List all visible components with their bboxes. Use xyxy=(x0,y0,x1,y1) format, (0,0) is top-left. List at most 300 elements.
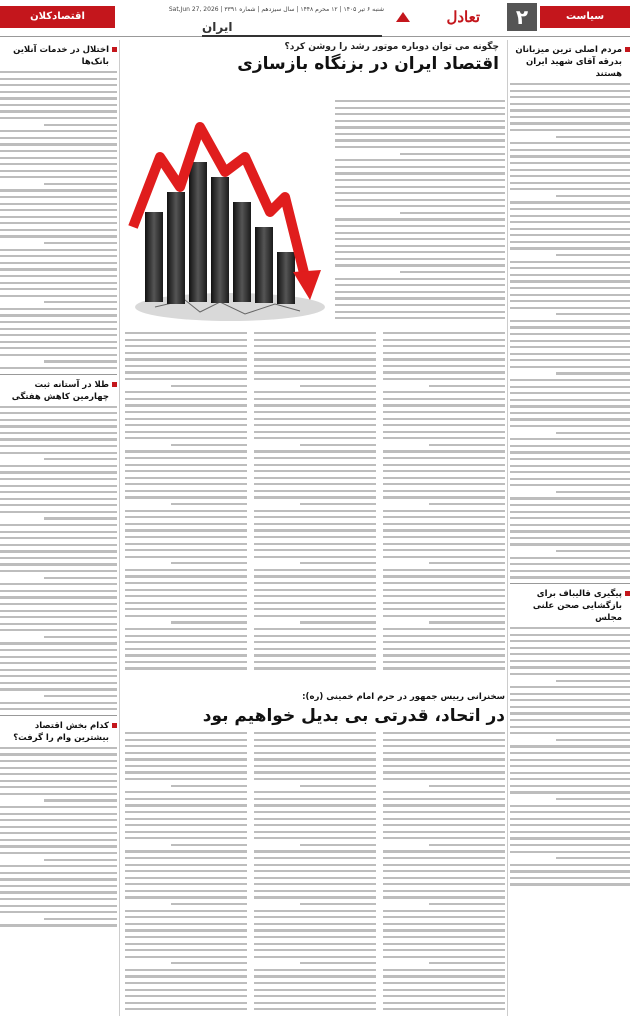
text-line xyxy=(0,412,117,414)
text-line xyxy=(383,877,505,879)
text-line xyxy=(510,851,630,853)
text-line xyxy=(254,969,376,971)
text-line xyxy=(510,300,630,302)
text-line xyxy=(510,772,630,774)
text-line xyxy=(125,523,247,525)
text-line xyxy=(383,549,505,551)
triangle-icon xyxy=(396,12,410,22)
text-line xyxy=(510,570,630,572)
text-line xyxy=(510,745,630,747)
text-line xyxy=(125,896,247,898)
text-line xyxy=(383,969,505,971)
text-line xyxy=(556,372,630,374)
text-line xyxy=(0,669,117,671)
text-line xyxy=(254,864,376,866)
text-line xyxy=(125,870,247,872)
text-line xyxy=(510,425,630,427)
text-line xyxy=(335,179,505,181)
text-line xyxy=(510,870,630,872)
text-line xyxy=(0,629,117,631)
page-header xyxy=(0,0,630,37)
text-line xyxy=(0,878,117,880)
text-line xyxy=(0,445,117,447)
main-story-columns xyxy=(125,332,505,674)
text-line xyxy=(254,791,376,793)
text-line xyxy=(125,510,247,512)
text-line xyxy=(254,529,376,531)
left-story3-title: کدام بخش اقتصاد بیشترین وام را گرفت؟ xyxy=(0,720,117,744)
main-kicker: چگونه می توان دوباره موتور رشد را روشن کرد؟ xyxy=(284,42,499,52)
text-line xyxy=(254,1002,376,1004)
text-line xyxy=(510,844,630,846)
text-line xyxy=(0,229,117,231)
text-line xyxy=(429,503,505,505)
text-line xyxy=(335,238,505,240)
text-line xyxy=(0,262,117,264)
newspaper-logo: تعادل xyxy=(446,8,480,26)
text-line xyxy=(510,333,630,335)
text-line xyxy=(510,169,630,171)
text-line xyxy=(0,773,117,775)
text-line xyxy=(125,595,247,597)
issue-line: شنبه ۶ تیر ۱۴۰۵ | ۱۲ محرم ۱۴۴۸ | سال سیزدهم | شماره ۳۳۹۱ | Sat,Jun 27, 2026 xyxy=(168,6,384,13)
text-line xyxy=(125,949,247,951)
text-line xyxy=(510,438,630,440)
text-line xyxy=(510,511,630,513)
text-line xyxy=(429,785,505,787)
text-line xyxy=(125,549,247,551)
text-line xyxy=(254,929,376,931)
text-line xyxy=(335,146,505,148)
text-line xyxy=(510,497,630,499)
text-line xyxy=(510,660,630,662)
text-line xyxy=(383,811,505,813)
text-line xyxy=(171,962,247,964)
text-line xyxy=(510,359,630,361)
text-line xyxy=(383,956,505,958)
text-line xyxy=(510,142,630,144)
text-line xyxy=(383,864,505,866)
text-line xyxy=(44,859,117,861)
text-line xyxy=(44,360,117,362)
text-line xyxy=(0,71,117,73)
text-line xyxy=(510,201,630,203)
text-line xyxy=(125,890,247,892)
text-line xyxy=(510,294,630,296)
text-line xyxy=(510,234,630,236)
text-line xyxy=(383,628,505,630)
text-line xyxy=(254,549,376,551)
text-line xyxy=(510,811,630,813)
text-line xyxy=(335,264,505,266)
text-line xyxy=(383,543,505,545)
text-line xyxy=(510,543,630,545)
text-line xyxy=(254,975,376,977)
text-line xyxy=(0,531,117,533)
text-line xyxy=(125,648,247,650)
text-line xyxy=(335,258,505,260)
page-number: ۲ xyxy=(507,3,537,31)
text-line xyxy=(510,712,630,714)
text-line xyxy=(254,543,376,545)
text-line xyxy=(171,844,247,846)
right-story2-title: پیگیری قالیباف برای بازگشایی صحن علنی مجلس xyxy=(510,588,630,624)
text-line xyxy=(383,615,505,617)
text-line xyxy=(510,366,630,368)
text-line xyxy=(383,464,505,466)
text-line xyxy=(556,550,630,552)
text-line xyxy=(254,758,376,760)
text-line xyxy=(44,799,117,801)
text-line xyxy=(171,621,247,623)
text-line xyxy=(510,647,630,649)
text-line xyxy=(510,824,630,826)
text-line xyxy=(125,464,247,466)
text-line xyxy=(383,391,505,393)
text-line xyxy=(383,365,505,367)
text-line xyxy=(0,176,117,178)
text-line xyxy=(0,911,117,913)
text-line xyxy=(254,916,376,918)
text-line xyxy=(510,353,630,355)
text-line xyxy=(254,943,376,945)
text-line xyxy=(125,661,247,663)
text-line xyxy=(254,752,376,754)
secondary-kicker: سخنرانی رییس جمهور در حرم امام خمینی (ره): xyxy=(302,692,505,702)
text-line xyxy=(254,365,376,367)
text-line xyxy=(510,261,630,263)
text-line xyxy=(0,557,117,559)
text-line xyxy=(383,608,505,610)
text-line xyxy=(0,97,117,99)
text-line xyxy=(383,345,505,347)
text-line xyxy=(254,850,376,852)
text-line xyxy=(383,916,505,918)
text-line xyxy=(0,596,117,598)
text-line xyxy=(44,517,117,519)
text-line xyxy=(0,314,117,316)
text-line xyxy=(254,345,376,347)
text-line xyxy=(510,465,630,467)
text-line xyxy=(125,995,247,997)
text-line xyxy=(125,654,247,656)
text-line xyxy=(44,577,117,579)
crash-chart-illustration xyxy=(125,102,330,327)
text-line xyxy=(383,758,505,760)
text-line xyxy=(383,510,505,512)
text-line xyxy=(510,162,630,164)
text-line xyxy=(0,753,117,755)
text-line xyxy=(383,798,505,800)
text-line xyxy=(44,918,117,920)
text-line xyxy=(125,877,247,879)
text-line xyxy=(0,438,117,440)
text-line xyxy=(510,699,630,701)
text-line xyxy=(510,640,630,642)
text-line xyxy=(510,208,630,210)
text-line xyxy=(0,216,117,218)
text-line xyxy=(0,845,117,847)
text-line xyxy=(254,431,376,433)
text-line xyxy=(383,732,505,734)
text-line xyxy=(510,563,630,565)
text-line xyxy=(383,556,505,558)
text-line xyxy=(383,824,505,826)
text-line xyxy=(335,251,505,253)
text-line xyxy=(0,498,117,500)
text-line xyxy=(254,732,376,734)
text-line xyxy=(0,137,117,139)
column-divider xyxy=(510,583,630,584)
text-line xyxy=(510,182,630,184)
text-line xyxy=(383,995,505,997)
text-line xyxy=(383,804,505,806)
text-line xyxy=(0,275,117,277)
text-line xyxy=(383,975,505,977)
text-line xyxy=(0,590,117,592)
text-line xyxy=(254,956,376,958)
text-line xyxy=(254,536,376,538)
text-line xyxy=(510,326,630,328)
text-line xyxy=(0,504,117,506)
text-line xyxy=(510,346,630,348)
text-line xyxy=(125,883,247,885)
text-line xyxy=(0,623,117,625)
text-line xyxy=(0,583,117,585)
text-line xyxy=(125,575,247,577)
text-line xyxy=(125,352,247,354)
text-line xyxy=(0,603,117,605)
text-line xyxy=(125,437,247,439)
text-line xyxy=(383,536,505,538)
text-line xyxy=(0,780,117,782)
text-line xyxy=(125,635,247,637)
text-line xyxy=(510,517,630,519)
text-line xyxy=(125,818,247,820)
text-line xyxy=(125,745,247,747)
text-line xyxy=(335,126,505,128)
text-line xyxy=(0,511,117,513)
text-line xyxy=(335,284,505,286)
text-line xyxy=(429,385,505,387)
text-line xyxy=(383,883,505,885)
text-line xyxy=(125,758,247,760)
text-line xyxy=(300,962,376,964)
text-line xyxy=(0,170,117,172)
text-line xyxy=(429,621,505,623)
text-line xyxy=(510,451,630,453)
text-line xyxy=(254,589,376,591)
text-line xyxy=(383,595,505,597)
service-label: ایران xyxy=(202,20,382,37)
text-line xyxy=(510,96,630,98)
text-line xyxy=(383,778,505,780)
text-line xyxy=(383,989,505,991)
text-line xyxy=(383,457,505,459)
text-line xyxy=(125,732,247,734)
text-line xyxy=(510,122,630,124)
text-line xyxy=(254,667,376,669)
text-line xyxy=(125,391,247,393)
left-story2-title: طلا در آستانه ثبت چهارمین کاهش هفتگی xyxy=(0,379,117,403)
text-line xyxy=(383,516,505,518)
text-line xyxy=(254,648,376,650)
text-line xyxy=(0,563,117,565)
text-line xyxy=(125,831,247,833)
text-line xyxy=(0,328,117,330)
text-line xyxy=(0,610,117,612)
text-line xyxy=(510,386,630,388)
text-line xyxy=(335,311,505,313)
text-line xyxy=(556,491,630,493)
text-line xyxy=(335,205,505,207)
text-line xyxy=(0,537,117,539)
text-line xyxy=(254,635,376,637)
text-line xyxy=(383,582,505,584)
text-line xyxy=(510,686,630,688)
text-line xyxy=(254,890,376,892)
text-line xyxy=(125,975,247,977)
text-line xyxy=(510,785,630,787)
text-line xyxy=(254,641,376,643)
text-line xyxy=(125,457,247,459)
text-line xyxy=(254,398,376,400)
text-line xyxy=(335,100,505,102)
text-line xyxy=(510,155,630,157)
text-line xyxy=(254,358,376,360)
text-line xyxy=(556,195,630,197)
text-line xyxy=(254,470,376,472)
text-line xyxy=(254,516,376,518)
right-story1-body xyxy=(510,83,630,579)
text-line xyxy=(383,641,505,643)
text-line xyxy=(383,470,505,472)
text-line xyxy=(0,321,117,323)
text-line xyxy=(510,557,630,559)
text-line xyxy=(254,661,376,663)
text-line xyxy=(383,837,505,839)
text-line xyxy=(335,304,505,306)
text-line xyxy=(383,739,505,741)
text-line xyxy=(125,536,247,538)
text-line xyxy=(0,282,117,284)
text-line xyxy=(254,496,376,498)
text-line xyxy=(510,778,630,780)
text-line xyxy=(510,805,630,807)
text-line xyxy=(383,857,505,859)
text-line xyxy=(125,982,247,984)
column-divider xyxy=(0,715,117,716)
text-line xyxy=(125,365,247,367)
text-line xyxy=(0,235,117,237)
text-line xyxy=(0,682,117,684)
text-line xyxy=(510,90,630,92)
text-line xyxy=(254,352,376,354)
text-line xyxy=(125,1002,247,1004)
text-line xyxy=(254,437,376,439)
text-line xyxy=(0,478,117,480)
text-line xyxy=(125,910,247,912)
text-line xyxy=(0,150,117,152)
text-line xyxy=(125,916,247,918)
text-line xyxy=(125,798,247,800)
text-line xyxy=(510,274,630,276)
text-line xyxy=(383,661,505,663)
text-line xyxy=(125,641,247,643)
left-story2-body xyxy=(0,406,117,711)
text-line xyxy=(510,241,630,243)
text-line xyxy=(0,747,117,749)
text-line xyxy=(0,708,117,710)
text-line xyxy=(125,608,247,610)
text-line xyxy=(335,133,505,135)
text-line xyxy=(125,778,247,780)
text-line xyxy=(556,313,630,315)
text-line xyxy=(510,627,630,629)
text-line xyxy=(510,693,630,695)
text-line xyxy=(0,872,117,874)
text-line xyxy=(0,334,117,336)
text-line xyxy=(0,432,117,434)
text-line xyxy=(254,477,376,479)
text-line xyxy=(254,575,376,577)
text-line xyxy=(383,450,505,452)
text-line xyxy=(0,196,117,198)
text-line xyxy=(510,340,630,342)
text-line xyxy=(0,832,117,834)
text-line xyxy=(383,648,505,650)
text-line xyxy=(335,166,505,168)
text-line xyxy=(300,844,376,846)
text-line xyxy=(125,923,247,925)
text-line xyxy=(383,752,505,754)
text-line xyxy=(510,791,630,793)
text-line xyxy=(400,212,505,214)
text-line xyxy=(0,189,117,191)
text-line xyxy=(510,418,630,420)
text-line xyxy=(125,765,247,767)
text-line xyxy=(125,824,247,826)
text-line xyxy=(254,989,376,991)
text-line xyxy=(254,870,376,872)
text-line xyxy=(254,896,376,898)
text-line xyxy=(125,424,247,426)
secondary-story-columns xyxy=(125,732,505,1015)
text-line xyxy=(125,450,247,452)
text-line xyxy=(0,793,117,795)
text-line xyxy=(254,371,376,373)
left-story3-body xyxy=(0,747,117,927)
text-line xyxy=(0,452,117,454)
text-line xyxy=(400,271,505,273)
text-line xyxy=(125,378,247,380)
text-line xyxy=(125,850,247,852)
text-line xyxy=(335,199,505,201)
text-line xyxy=(300,385,376,387)
text-line xyxy=(44,183,117,185)
text-line xyxy=(383,575,505,577)
text-line xyxy=(556,798,630,800)
text-line xyxy=(510,759,630,761)
text-line xyxy=(510,752,630,754)
text-line xyxy=(171,503,247,505)
text-line xyxy=(383,923,505,925)
text-line xyxy=(0,163,117,165)
text-line xyxy=(44,301,117,303)
text-line xyxy=(335,120,505,122)
text-line xyxy=(0,203,117,205)
text-line xyxy=(383,890,505,892)
